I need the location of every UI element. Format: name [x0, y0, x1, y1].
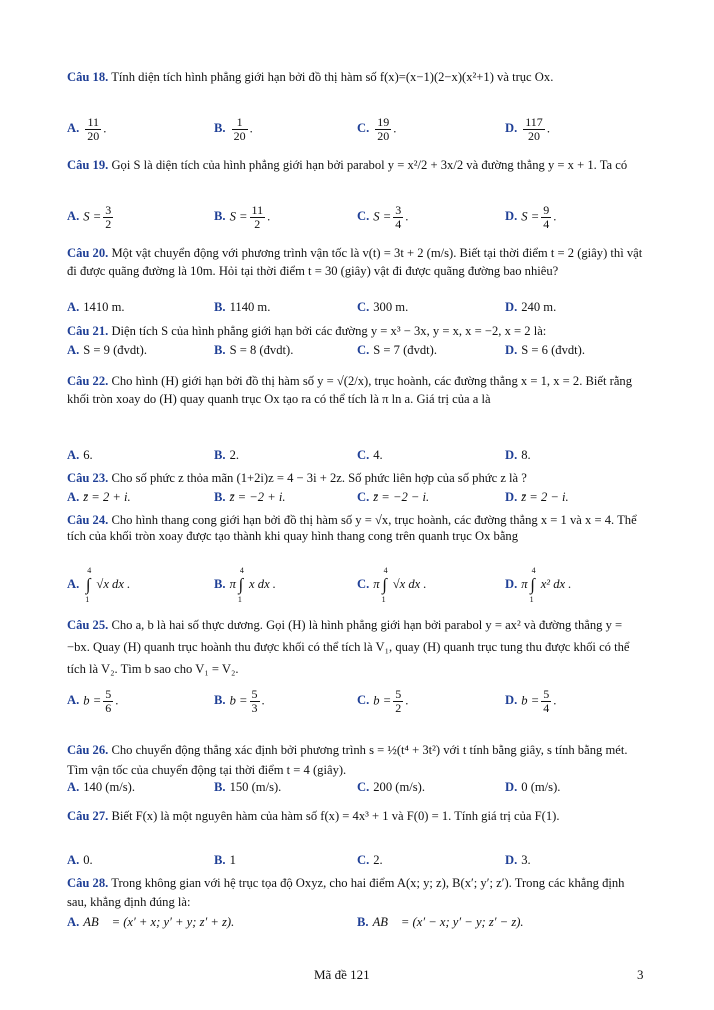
option-a: A. AB⃗ = (x′ + x; y′ + y; z′ + z).	[67, 915, 235, 929]
question-19: Câu 19. Gọi S là diện tích của hình phẳng giới hạn bởi parabol y = x²/2 + 3x/2 và đường thẳng y = x + 1. Ta có	[67, 158, 628, 172]
option-b: B. S = $\frac{11}{2}$ .	[214, 203, 271, 231]
option-c: C. 300 m.	[357, 300, 409, 314]
option-c: C. 2.	[357, 853, 383, 867]
question-27: Câu 27. Biết F(x) là một nguyên hàm của hàm số f(x) = 4x³ + 1 và F(0) = 1. Tính giá trị của F(1).	[67, 809, 560, 823]
option-d: D. $\frac{117}{20}$ .	[505, 115, 550, 143]
option-c: C. $\frac{19}{20}$ .	[357, 115, 397, 143]
question-20: Câu 20. Một vật chuyển động với phương trình vận tốc là v(t) = 3t + 2 (m/s). Biết tại thời điểm t = 2 (giây) thì vật đi được quãng đường là 10m. Hỏi tại thời điểm t = 30 (giây) vật đi được quãng đường bao nhiêu?	[67, 246, 643, 278]
fraction: $\frac{1}{20}$	[233, 115, 246, 143]
option-a: A. ∫ 4 1 √x dx .	[67, 566, 131, 604]
option-a: A. S = 9 (đvdt).	[67, 343, 148, 357]
question-18	[67, 68, 647, 86]
option-a: A. b = $\frac{5}{6}$ .	[67, 687, 119, 715]
integral-sign: ∫ 4 1	[237, 566, 244, 604]
question-21: Câu 21. Diện tích S của hình phẳng giới hạn bởi các đường y = x³ − 3x, y = x, x = −2, x = 2 là:	[67, 324, 547, 338]
option-d: D. z̄ = 2 − i.	[505, 490, 569, 504]
option-a: A. 1410 m.	[67, 300, 125, 314]
question-25: Câu 25. Cho a, b là hai số thực dương. Gọi (H) là hình phẳng giới hạn bởi parabol y = ax² và đường thẳng y = −bx. Quay (H) quanh trục hoành thu được khối có thể tích là V₁, quay (H) quanh trục tung thu được khối có thể tích là V₂. Tìm b sao cho V₁ = V₂.	[67, 618, 630, 676]
option-c: C. z̄ = −2 − i.	[357, 490, 430, 504]
option-d: D. 3.	[505, 853, 531, 867]
option-d: D. 0 (m/s).	[505, 780, 561, 794]
option-b: B. 1	[214, 853, 236, 867]
option-c: C. 200 (m/s).	[357, 780, 426, 794]
page-number: 3	[637, 967, 644, 982]
fraction: $\frac{117}{20}$	[525, 115, 543, 143]
option-b: B. 150 (m/s).	[214, 780, 282, 794]
integral-sign: ∫ 4 1	[85, 566, 92, 604]
option-d: D. b = $\frac{5}{4}$ .	[505, 687, 557, 715]
option-d: D. 8.	[505, 448, 531, 462]
option-a: A. 140 (m/s).	[67, 780, 136, 794]
question-22: Câu 22. Cho hình (H) giới hạn bởi đồ thị hàm số y = √(2/x), trục hoành, các đường thẳng x = 1, x = 2. Biết rằng khối tròn xoay do (H) quay quanh trục Ox tạo ra có thể tích là π ln a. Giá trị của a là	[67, 374, 633, 406]
question-24: Câu 24. Cho hình thang cong giới hạn bởi đồ thị hàm số y = √x, trục hoành, các đường thẳng x = 1 và x = 4. Thể tích của khối tròn xoay được tạo thành khi quay hình thang cong trên quanh trục Ox bằng	[67, 513, 637, 543]
option-b: B. 2.	[214, 448, 240, 462]
integral-sign: ∫ 4 1	[529, 566, 536, 604]
option-d: D. π ∫ 4 1 x² dx .	[505, 566, 572, 604]
option-b: B. b = $\frac{5}{3}$ .	[214, 687, 265, 715]
option-b: B. S = 8 (đvdt).	[214, 343, 294, 357]
option-b: B. z̄ = −2 + i.	[214, 490, 286, 504]
option-c: C. S = $\frac{3}{4}$ .	[357, 203, 409, 231]
option-a: A. z̄ = 2 + i.	[67, 490, 131, 504]
option-b: B. AB⃗ = (x′ − x; y′ − y; z′ − z).	[357, 915, 524, 929]
option-d: D. S = $\frac{9}{4}$ .	[505, 203, 557, 231]
option-b: B. π ∫ 4 1 x dx .	[214, 566, 276, 604]
option-c: C. 4.	[357, 448, 383, 462]
option-c: C. b = $\frac{5}{2}$ .	[357, 687, 409, 715]
question-text: Tính diện tích hình phẳng giới hạn bởi đồ thị hàm số f(x)=(x−1)(2−x)(x²+1) và trục Ox.	[111, 70, 554, 84]
question-23: Câu 23. Cho số phức z thỏa mãn (1+2i)z = 4 − 3i + 2z. Số phức liên hợp của số phức z là ?	[67, 471, 527, 485]
option-c: C. π ∫ 4 1 √x dx .	[357, 566, 427, 604]
option-a: A. 6.	[67, 448, 93, 462]
question-label: Câu 18.	[67, 70, 109, 84]
exam-code: Mã đề 121	[314, 967, 370, 982]
option-a: A. 0.	[67, 853, 93, 867]
question-26: Câu 26. Cho chuyển động thẳng xác định bởi phương trình s = ½(t⁴ + 3t²) với t tính bằng giây, s tính bằng mét. Tìm vận tốc của chuyển động tại thời điểm t = 4 (giây).	[67, 743, 628, 777]
integral-sign: ∫ 4 1	[381, 566, 388, 604]
option-a: A. S = $\frac{3}{2}$	[67, 203, 112, 231]
fraction: $\frac{19}{20}$	[377, 115, 390, 143]
option-c: C. S = 7 (đvdt).	[357, 343, 438, 357]
option-b: B. $\frac{1}{20}$ .	[214, 115, 253, 143]
option-d: D. 240 m.	[505, 300, 557, 314]
option-b: B. 1140 m.	[214, 300, 271, 314]
option-a: A. $\frac{11}{20}$ .	[67, 115, 107, 143]
fraction: $\frac{11}{20}$	[87, 115, 100, 143]
question-28: Câu 28. Trong không gian với hệ trục tọa độ Oxyz, cho hai điểm A(x; y; z), B(x′; y′; z′). Trong các khẳng định sau, khẳng định đúng là:	[67, 876, 625, 909]
option-d: D. S = 6 (đvdt).	[505, 343, 586, 357]
